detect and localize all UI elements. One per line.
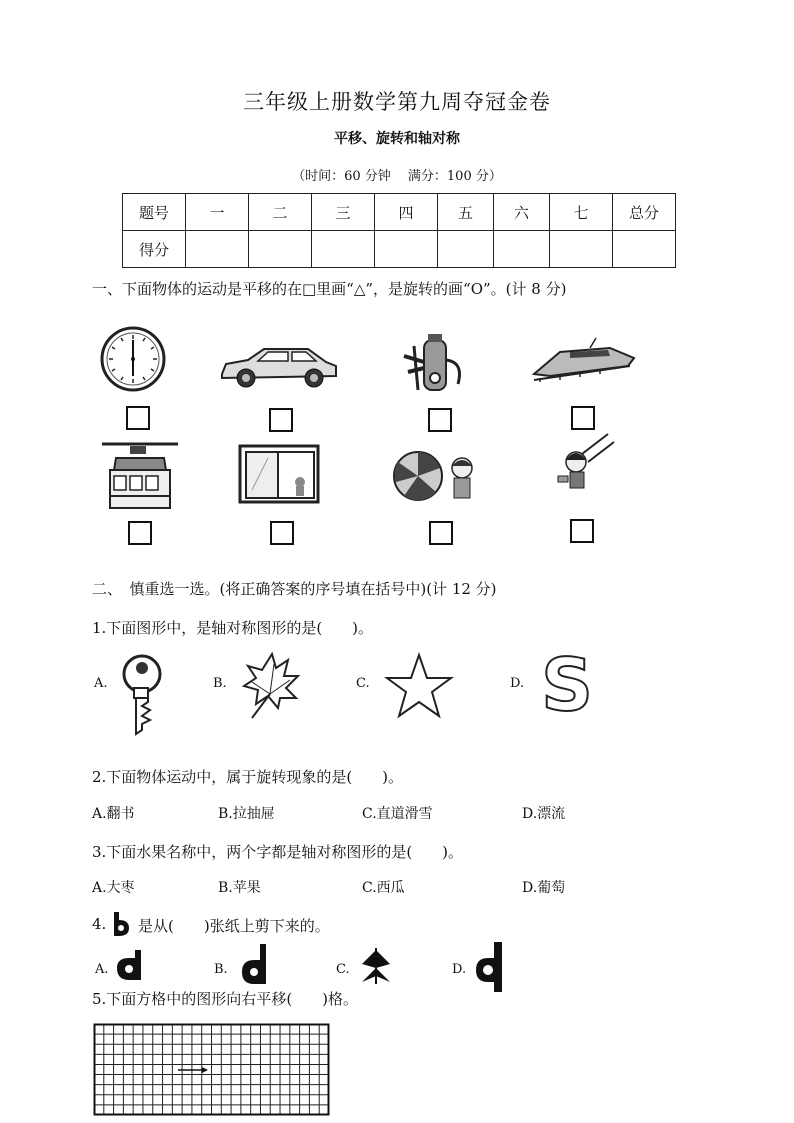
q2-option-a[interactable]: A.翻书 [92, 806, 135, 822]
score-input-cell[interactable] [186, 231, 249, 268]
table-cell: 题号 [123, 194, 186, 231]
table-cell: 五 [438, 194, 494, 231]
time-info: （时间：60 分钟 满分：100 分） [292, 169, 502, 184]
score-input-cell[interactable] [312, 231, 375, 268]
folded-shape-d-icon [474, 940, 506, 994]
q2-option-d[interactable]: D.漂流 [522, 806, 566, 822]
answer-box-swing[interactable] [570, 519, 594, 543]
score-input-cell[interactable] [494, 231, 550, 268]
swing-girl-icon [552, 432, 616, 502]
q4-option-b-label: B. [214, 962, 228, 977]
score-table-header-row [123, 194, 676, 231]
answer-box-cable-car[interactable] [128, 521, 152, 545]
table-cell: 六 [494, 194, 550, 231]
letter-s-icon [540, 643, 594, 727]
svg-text:S: S [541, 643, 593, 727]
question-4-number: 4. [92, 915, 107, 933]
cable-car-icon [100, 440, 180, 512]
q2-option-b[interactable]: B.拉抽屉 [218, 806, 275, 822]
folded-shape-a-icon [115, 948, 147, 984]
q1-option-b-label: B. [213, 676, 227, 691]
score-input-cell[interactable] [438, 231, 494, 268]
question-4-text: 是从( )张纸上剪下来的。 [138, 917, 330, 935]
star-icon [384, 652, 454, 720]
page-subtitle: 平移、旋转和轴对称 [334, 131, 460, 147]
answer-box-window[interactable] [270, 521, 294, 545]
score-table [122, 193, 676, 268]
table-cell: 总分 [613, 194, 676, 231]
question-2-text: 2.下面物体运动中，属于旋转现象的是( )。 [92, 768, 404, 786]
page-title: 三年级上册数学第九周夺冠金卷 [243, 90, 551, 114]
q3-option-c[interactable]: C.西瓜 [362, 880, 405, 896]
folded-shape-c-icon [360, 946, 392, 986]
table-cell: 三 [312, 194, 375, 231]
answer-box-pinwheel[interactable] [429, 521, 453, 545]
leaf-icon [240, 650, 302, 720]
q1-option-d-label: D. [510, 676, 525, 691]
q4-option-c-label: C. [336, 962, 350, 977]
folded-shape-b-icon [238, 942, 272, 986]
q3-option-b[interactable]: B.苹果 [218, 880, 261, 896]
question-3-text: 3.下面水果名称中，两个字都是轴对称图形的是( )。 [92, 843, 464, 861]
table-cell: 一 [186, 194, 249, 231]
answer-box-train[interactable] [571, 406, 595, 430]
score-input-cell[interactable] [375, 231, 438, 268]
question-1-text: 1.下面图形中，是轴对称图形的是( )。 [92, 619, 374, 637]
key-icon [120, 654, 166, 738]
table-cell: 得分 [123, 231, 186, 268]
q1-option-c-label: C. [356, 676, 370, 691]
translation-grid [94, 1024, 330, 1116]
score-input-cell[interactable] [613, 231, 676, 268]
q1-option-a-label: A. [94, 676, 108, 691]
train-icon [530, 336, 636, 386]
q4-option-a-label: A. [95, 962, 109, 977]
score-input-cell[interactable] [550, 231, 613, 268]
faucet-icon [398, 332, 468, 398]
answer-box-car[interactable] [269, 408, 293, 432]
table-cell: 七 [550, 194, 613, 231]
sliding-window-icon [238, 444, 320, 506]
q3-option-a[interactable]: A.大枣 [92, 880, 135, 896]
score-table-score-row [123, 231, 676, 268]
table-cell: 四 [375, 194, 438, 231]
q4-option-d-label: D. [452, 962, 467, 977]
section2-heading: 二、 慎重选一选。(将正确答案的序号填在括号中)(计 12 分) [92, 580, 497, 598]
clock-icon [100, 326, 168, 392]
section1-heading: 一、下面物体的运动是平移的在□里画“△”，是旋转的画“O”。(计 8 分) [92, 280, 567, 298]
q3-option-d[interactable]: D.葡萄 [522, 880, 566, 896]
car-icon [218, 344, 340, 390]
answer-box-clock[interactable] [126, 406, 150, 430]
score-input-cell[interactable] [249, 231, 312, 268]
pinwheel-icon [392, 450, 484, 506]
question-5-text: 5.下面方格中的图形向右平移( )格。 [92, 990, 359, 1008]
answer-box-faucet[interactable] [428, 408, 452, 432]
cut-shape-icon [111, 910, 131, 938]
q2-option-c[interactable]: C.直道滑雪 [362, 806, 433, 822]
table-cell: 二 [249, 194, 312, 231]
